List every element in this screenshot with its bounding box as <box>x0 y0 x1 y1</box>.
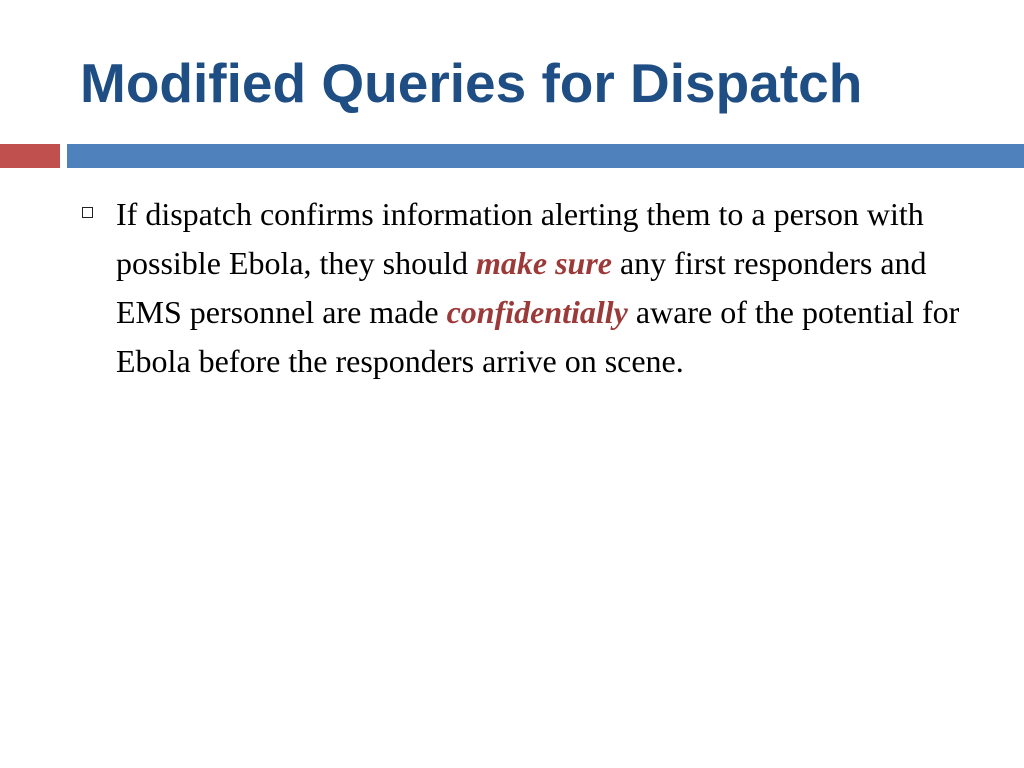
bullet-item <box>80 190 980 386</box>
title-rule-blue-segment <box>67 144 1024 168</box>
bullet-text-segment: aware of the potential for Ebola before the responders arrive on scene. <box>116 294 960 379</box>
hollow-square-bullet-icon <box>82 207 93 218</box>
slide-title: Modified Queries for Dispatch <box>80 52 863 114</box>
title-rule-red-segment <box>0 144 60 168</box>
slide-body <box>80 190 980 386</box>
emphasis-make-sure: make sure <box>475 245 612 281</box>
bullet-text-segment: If dispatch confirms information alerting them to a person with possible Ebola, they should <box>116 196 924 281</box>
emphasis-confidentially: confidentially <box>446 294 628 330</box>
bullet-text-segment: any first responders and EMS personnel are made <box>116 245 927 330</box>
